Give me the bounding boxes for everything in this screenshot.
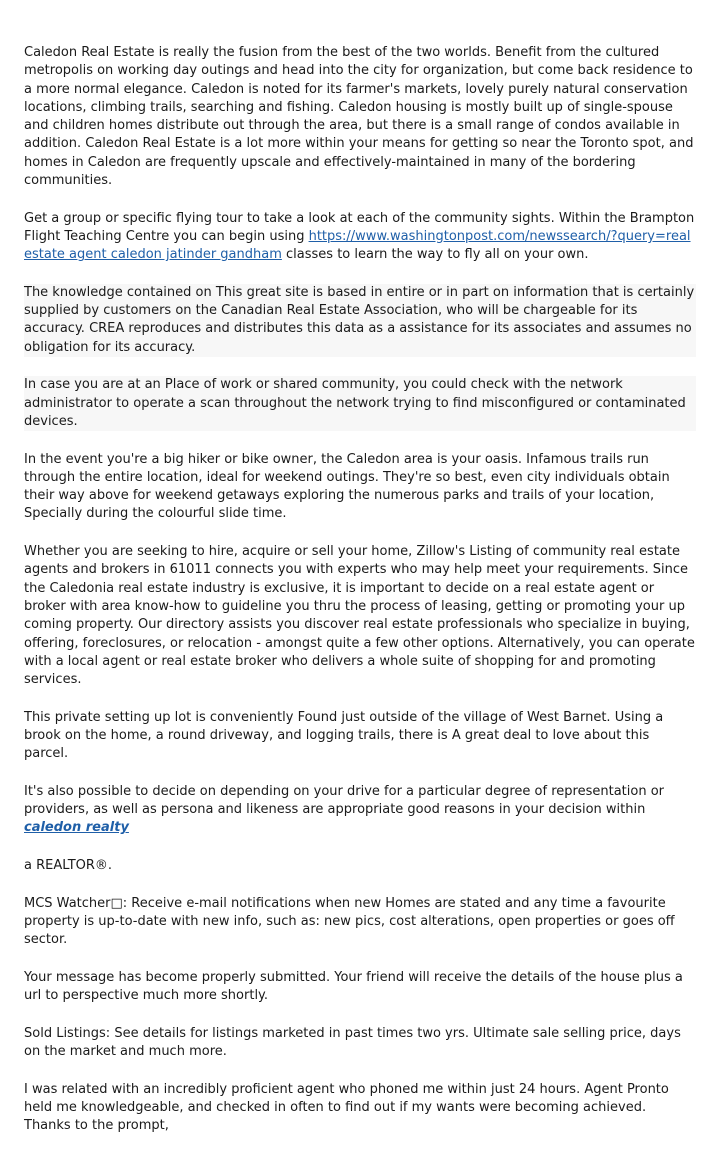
paragraph-realtor: a REALTOR®. bbox=[24, 858, 113, 874]
paragraph-flying-tour-text: Get a group or specific flying tour to take a look at each of the community sights. Within the Brampton Flight Teaching Centre you can begin using bbox=[24, 210, 695, 244]
paragraph-building-lot: This private setting up lot is conveniently Found just outside of the village of West Barnet. Using a brook on the home, a round driveway, and logging trails, there is A great deal to love about this parcel. bbox=[24, 709, 664, 762]
paragraph-message-submitted: Your message has become properly submitted. Your friend will receive the details of the house plus a url to perspective much more shortly. bbox=[24, 969, 683, 1004]
paragraph-crea-disclaimer: The knowledge contained on This great site is based in entire or in part on information that is certainly supplied by customers on the Canadian Real Estate Association, who will be chargeable for its accuracy. CREA reproduces and distributes this data as a assistance for its associates and assumes no obligation for its accuracy. bbox=[24, 284, 696, 357]
paragraph-hiking-trails: In the event you're a big hiker or bike owner, the Caledon area is your oasis. Infamous trails run through the entire location, ideal for weekend outings. They're so best, even city individuals obtain their way above for weekend getaways exploring the numerous parks and trails of your location, Specially during the colourful slide time. bbox=[24, 451, 670, 522]
paragraph-zillow-agents: Whether you are seeking to hire, acquire or sell your home, Zillow's Listing of community real estate agents and brokers in 61011 connects you with experts who may help meet your requirements. Since the Caledonia real estate industry is exclusive, it is important to decide on a real estate agent or broker with area know-how to guideline you thru the process of leasing, getting or promoting your up coming property. Our directory assists you discover real estate professionals who specialize in buying, offering, foreclosures, or relocation - amongst quite a few other options. Alternatively, you can operate with a local agent or real estate broker who delivers a whole suite of shopping for and promoting services. bbox=[24, 544, 695, 688]
article-body bbox=[24, 44, 696, 1155]
paragraph-network-scan: In case you are at an Place of work or shared community, you could check with the network administrator to operate a scan throughout the network trying to find misconfigured or contaminated devices. bbox=[24, 376, 696, 431]
paragraph-flying-tour bbox=[24, 210, 696, 265]
paragraph-representation bbox=[24, 783, 696, 838]
washingtonpost-search-link[interactable]: https://www.washingtonpost.com/newssearch/?query=real estate agent caledon jatinder gandham bbox=[24, 228, 691, 263]
paragraph-mcs-watcher: MCS Watcher□: Receive e-mail notifications when new Homes are stated and any time a favourite property is up-to-date with new info, such as: new pics, cost alterations, open properties or goes off sector. bbox=[24, 895, 675, 948]
caledon-realty-link[interactable]: caledon realty bbox=[24, 820, 129, 836]
paragraph-flying-tour-tail: classes to learn the way to fly all on your own. bbox=[281, 247, 589, 263]
paragraph-agent-pronto: I was related with an incredibly proficient agent who phoned me within just 24 hours. Agent Pronto held me knowledgeable, and checked in often to find out if my wants were becoming achieved. Thanks to the prompt, bbox=[24, 1081, 669, 1134]
paragraph-sold-listings: Sold Listings: See details for listings marketed in past times two yrs. Ultimate sale selling price, days on the market and much more. bbox=[24, 1025, 681, 1060]
paragraph-caledon-intro: Caledon Real Estate is really the fusion from the best of the two worlds. Benefit from the cultured metropolis on working day outings and head into the city for organization, but come back residence to a more normal elegance. Caledon is noted for its farmer's markets, lovely purely natural conservation locations, climbing trails, searching and fishing. Caledon housing is mostly built up of single-spouse and children homes distribute out through the area, but there is a small range of condos available in addition. Caledon Real Estate is a lot more within your means for getting so near the Toronto spot, and homes in Caledon are frequently upscale and effectively-maintained in many of the bordering communities. bbox=[24, 45, 694, 189]
paragraph-representation-text: It's also possible to decide on depending on your drive for a particular degree of representation or providers, as well as persona and likeness are appropriate good reasons in your decision within bbox=[24, 783, 664, 818]
